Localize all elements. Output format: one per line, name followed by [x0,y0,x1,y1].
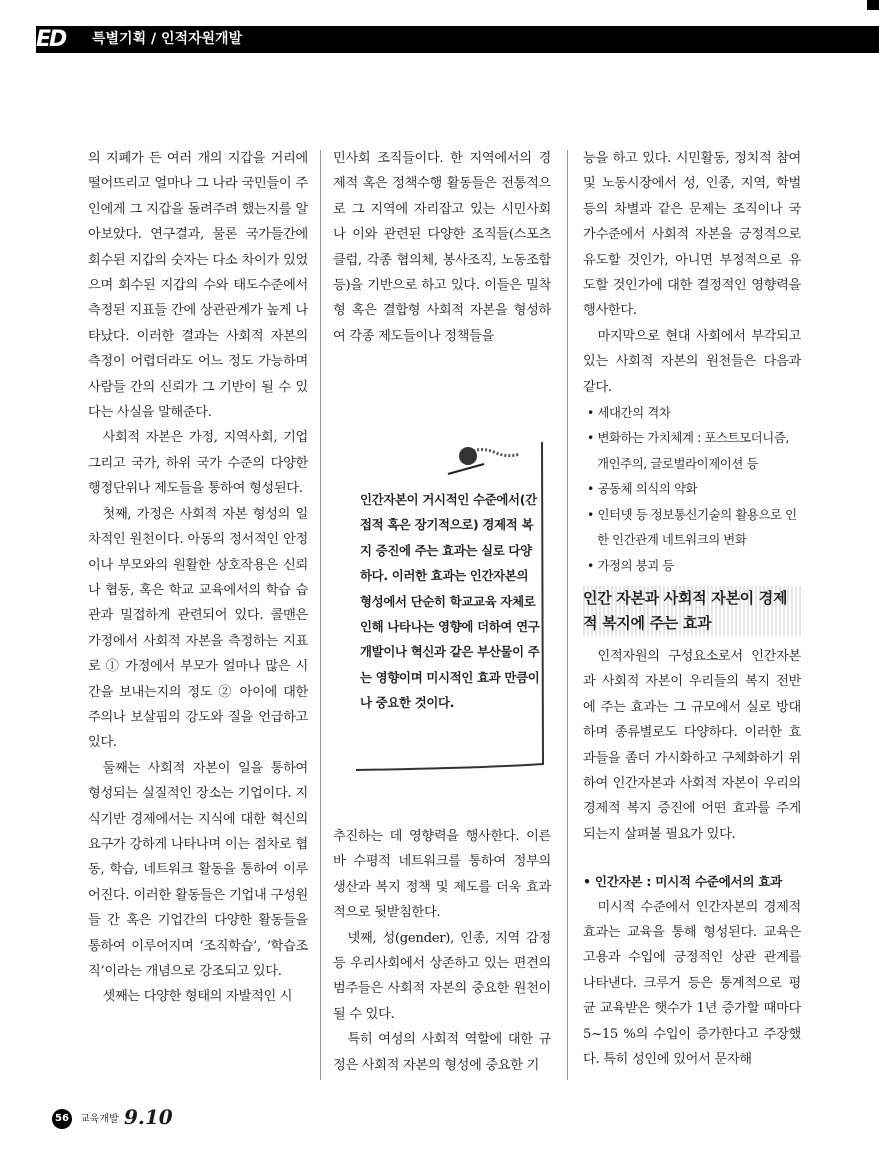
list-item: • 세대간의 격차 [587,405,671,421]
minor-heading: • 인간자본 : 미시적 수준에서의 효과 [583,874,783,890]
page-number: 56 [52,1109,72,1129]
paragraph: 인적자원의 구성요소로서 인간자본과 사회적 자본이 우리들의 복지 전반에 주는 효과는 그 규모에서 실로 방대하며 종류별로도 다양하다. 이러한 효과들을 좀더 가시화하고 구체화하기 위하여 인간자본과 사회적 자본이 우리의 경제적 복지 증진에 어떤 효과를 주게 되는지 살펴볼 필요가 있다. [583,648,801,842]
list-item: • 변화하는 가치체계 : 포스트모더니즘, 개인주의, 글로벌라이제이션 등 [587,430,789,471]
paragraph: 셋째는 다양한 형태의 자발적인 시 [102,989,293,1005]
list-item: • 가정의 붕괴 등 [587,557,674,573]
column-1 [88,146,308,1010]
paragraph: 특히 여성의 사회적 역할에 대한 규정은 사회적 자본의 형성에 중요한 기 [333,1032,551,1073]
corner-mark [867,0,879,10]
paragraph: 넷째, 성(gender), 인종, 지역 감정 등 우리사회에서 상존하고 있는 편견의 범주들은 사회적 자본의 중요한 원천이 될 수 있다. [333,930,551,1022]
paragraph: 의 지폐가 든 여러 개의 지갑을 거리에 떨어뜨리고 얼마나 그 나라 국민들이 주인에게 그 지갑을 돌려주려 했는지를 알아보았다. 연구결과, 물론 국가들간에 회수된 지갑의 숫자는 다소 차이가 있었으며 회수된 지갑의 수와 태도수준에서 측정된 지표들 간에 상관관계가 높게 나타났다. 이러한 결과는 사회적 자본의 측정이 어렵더라도 어느 정도 가능하며 사람들 간의 신뢰가 그 기반이 될 수 있다는 사실을 말해준다. [88,151,308,421]
column-divider [320,150,321,1080]
column-divider [567,150,568,1080]
column-2-bottom [333,824,551,1078]
bullet-list [583,400,801,578]
issue-number: 9.10 [124,1105,173,1129]
paragraph: 마지막으로 현대 사회에서 부각되고 있는 사회적 자본의 원천들은 다음과 같다. [583,328,801,395]
list-item: • 인터넷 등 정보통신기술의 활용으로 인한 인간관계 네트워크의 변화 [587,506,797,548]
column-3 [583,146,801,1072]
column-2-top [333,146,551,349]
paragraph: 추진하는 데 영향력을 행사한다. 이른바 수평적 네트워크를 통하여 정부의 생산과 복지 정책 및 제도를 더욱 효과적으로 뒷받침한다. [333,829,551,921]
section-title: 특별기획 / 인적자원개발 [92,31,243,47]
paragraph: 사회적 자본은 가정, 지역사회, 기업 그리고 국가, 하위 국가 수준의 다양한 행정단위나 제도들을 통하여 형성된다. [88,430,308,497]
paragraph: 능을 하고 있다. 시민활동, 정치적 참여 및 노동시장에서 성, 인종, 지역, 학벌 등의 차별과 같은 문제는 조직이나 국가수준에서 사회적 자본을 긍정적으로 유도할 것인가, 아니면 부정적으로 유도할 것인가에 대한 결정적인 영향력을 행사한다. [583,151,801,319]
magazine-name: 교육개발 [80,1114,119,1125]
pull-quote: 인간자본이 거시적인 수준에서(간접적 혹은 장기적으로) 경제적 복지 증진에 주는 효과는 실로 다양하다. 이러한 효과는 인간자본의 형성에서 단순히 학교교육 자체로 인해 나타나는 영향에 더하여 연구개발이나 혁신과 같은 부산물이 주는 영향이며 미시적인 효과 만큼이나 중요한 것이다. [360,492,540,711]
list-item: • 공동체 의식의 약화 [587,481,698,497]
magazine-logo: ED [36,27,66,52]
section-subheading: 인간 자본과 사회적 자본이 경제적 복지에 주는 효과 [583,586,801,636]
paragraph: 둘째는 사회적 자본이 일을 통하여 형성되는 실질적인 장소는 기업이다. 지식기반 경제에서는 지식에 대한 혁신의 요구가 강하게 나타나며 이는 점차로 협동, 학습, 네트워크 활동을 통하여 이루어진다. 이러한 활동들은 기업내 구성원들 간 혹은 기업간의 다양한 활동들을 통하여 이루어지며 ‘조직학습’, ‘학습조직’이라는 개념으로 강조되고 있다. [88,760,308,979]
paragraph: 민사회 조직들이다. 한 지역에서의 경제적 혹은 정책수행 활동들은 전통적으로 그 지역에 자리잡고 있는 시민사회나 이와 관련된 다양한 조직들(스포츠 클럽, 각종 협의체, 봉사조직, 노동조합 등)을 기반으로 하고 있다. 이들은 밀착형 혹은 결합형 사회적 자본을 형성하여 각종 제도들이나 정책들을 [333,151,551,344]
paragraph: 미시적 수준에서 인간자본의 경제적 효과는 교육을 통해 형성된다. 교육은 고용과 수입에 긍정적인 상관 관계를 나타낸다. 크루거 등은 통계적으로 평균 교육받은 햇수가 1년 증가할 때마다 5~15 %의 수입이 증가한다고 주장했다. 특히 성인에 있어서 문자해 [583,899,801,1067]
paragraph: 첫째, 가정은 사회적 자본 형성의 일차적인 원천이다. 아동의 정서적인 안정이나 부모와의 원활한 상호작용은 신뢰나 협동, 혹은 학교 교육에서의 학습 습관과 밀접하게 관련되어 있다. 콜맨은 가정에서 사회적 자본을 측정하는 지표로 ① 가정에서 부모가 얼마나 많은 시간을 보내는지의 정도 ② 아이에 대한 주의나 보살핌의 강도와 질을 언급하고 있다. [88,506,308,751]
